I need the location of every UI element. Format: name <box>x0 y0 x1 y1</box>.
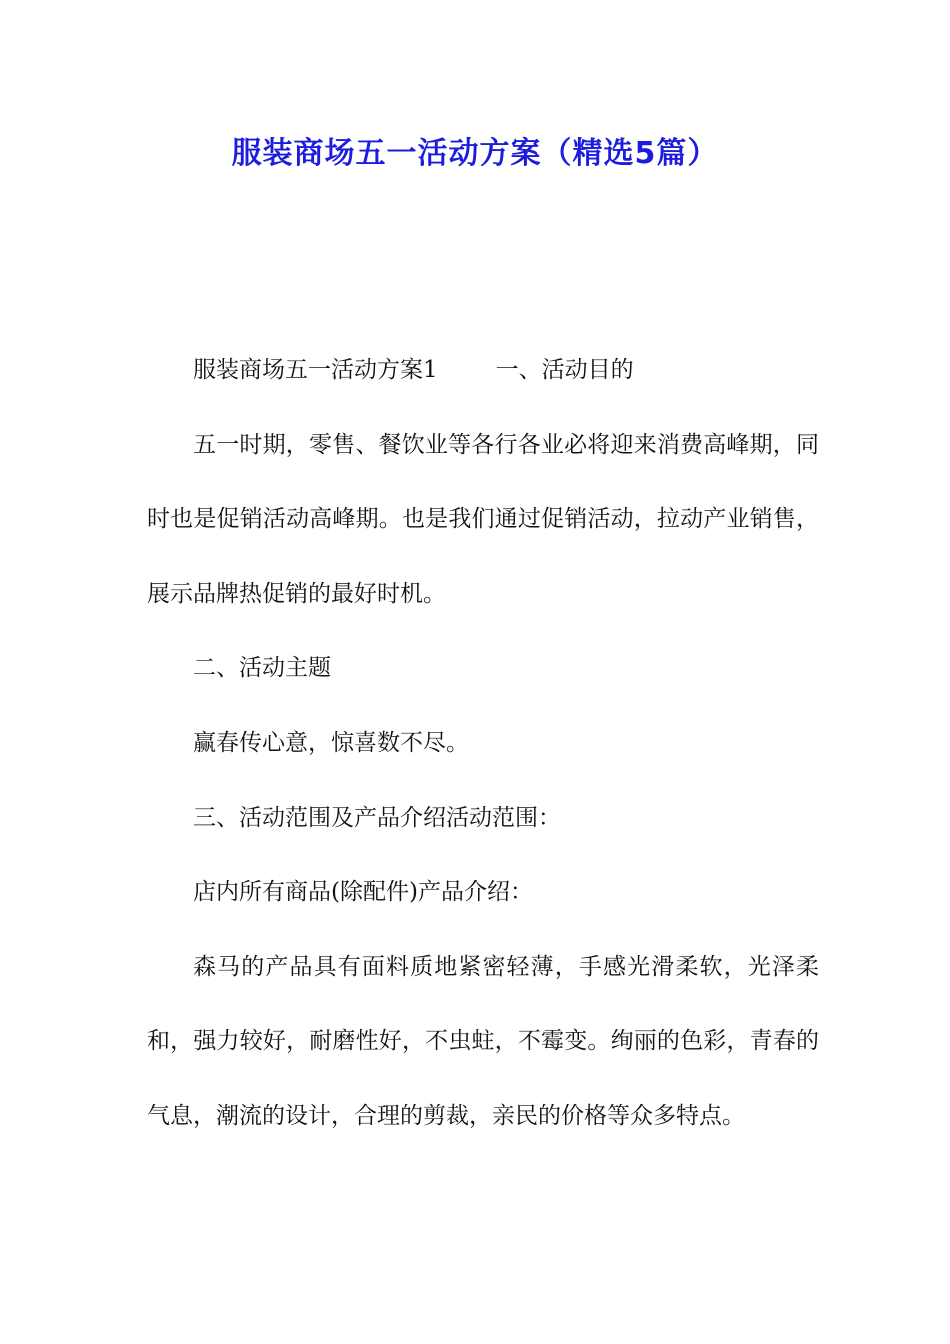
paragraph-theme: 赢春传心意，惊喜数不尽。 <box>193 729 469 756</box>
document-title: 服装商场五一活动方案（精选5篇） <box>231 136 719 171</box>
section-heading-purpose: 一、活动目的 <box>495 357 634 383</box>
paragraph-purpose: 五一时期，零售、餐饮业等各行各业必将迎来消费高峰期，同时也是促销活动高峰期。也是我们通过促销活动，拉动产业销售，展示品牌热促销的最好时机。 <box>147 431 819 607</box>
section-heading-scope: 三、活动范围及产品介绍活动范围： <box>193 804 561 831</box>
document-body <box>147 333 819 1154</box>
plan-lead: 服装商场五一活动方案1 <box>193 357 438 383</box>
paragraph-product: 森马的产品具有面料质地紧密轻薄，手感光滑柔软，光泽柔和，强力较好，耐磨性好，不虫蛀，不霉变。绚丽的色彩，青春的气息，潮流的设计，合理的剪裁，亲民的价格等众多特点。 <box>147 953 819 1129</box>
section-heading-theme: 二、活动主题 <box>193 655 331 682</box>
paragraph-scope: 店内所有商品(除配件)产品介绍： <box>193 879 533 906</box>
intro-line <box>147 333 819 408</box>
